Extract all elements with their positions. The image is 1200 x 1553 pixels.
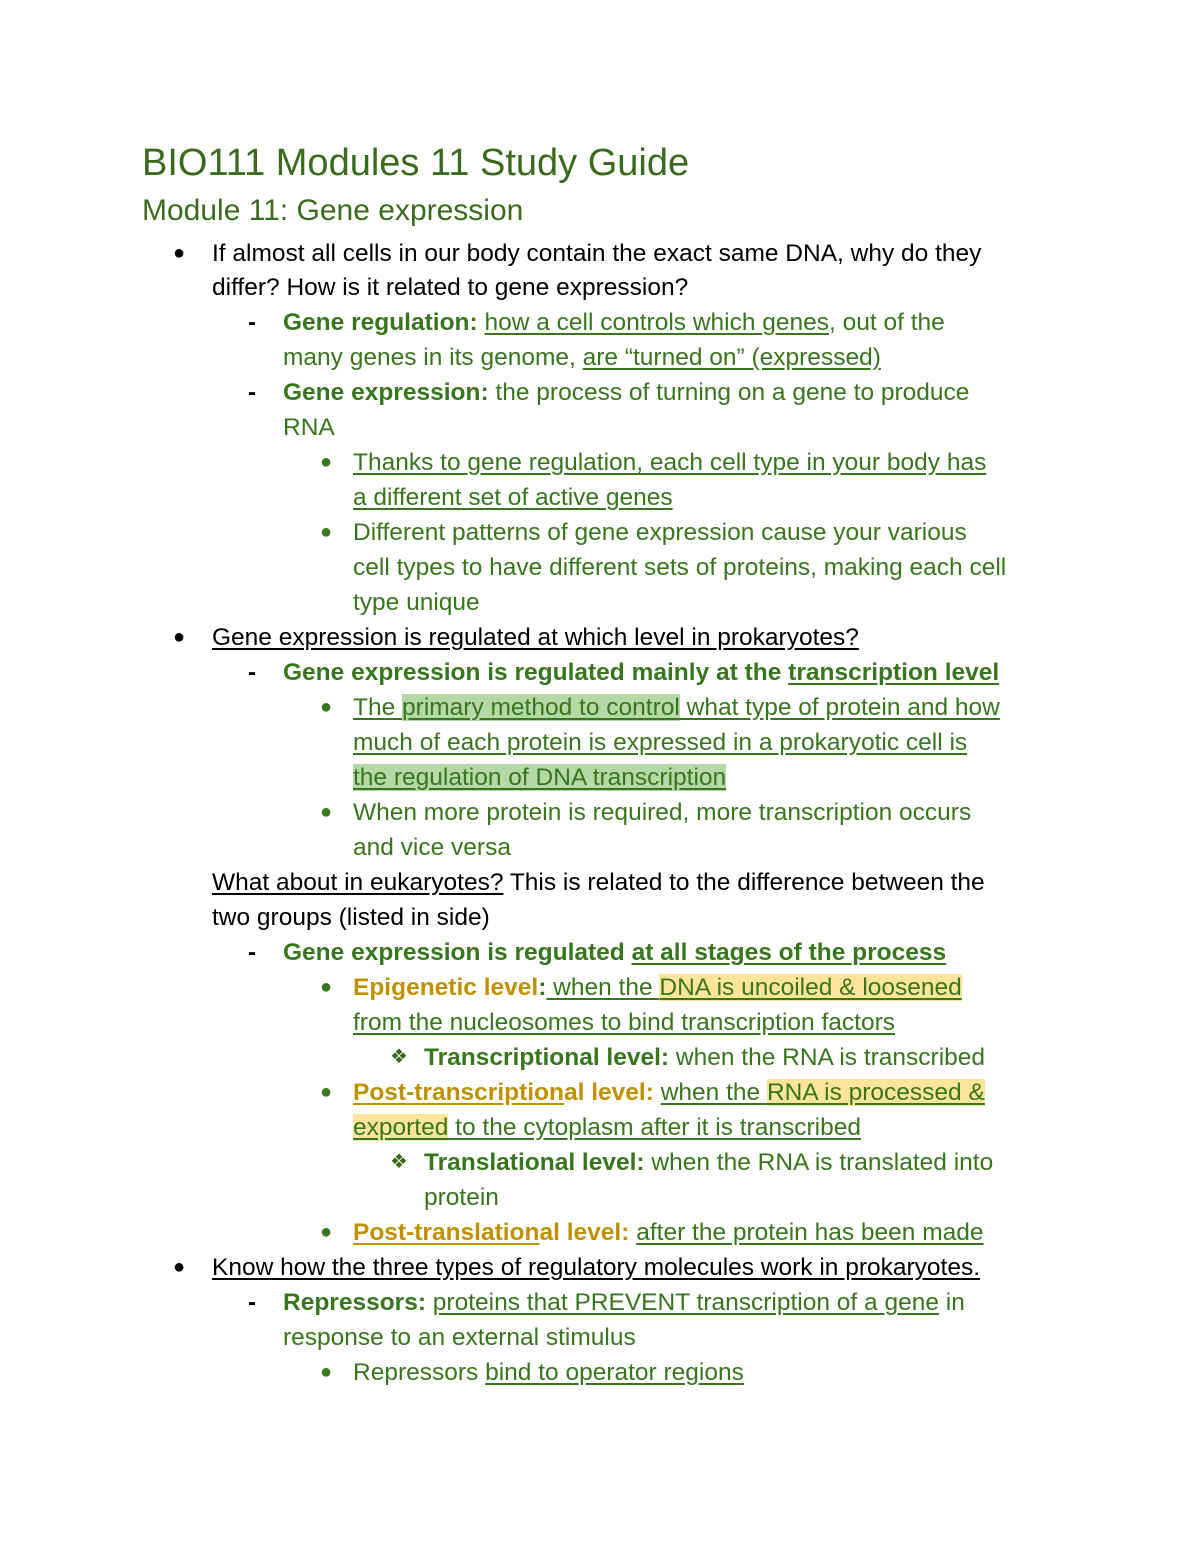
- bullet-icon: ●: [173, 1256, 186, 1278]
- primary-method-highlight: primary method to control: [402, 694, 680, 721]
- eukaryote-regulation-line: [283, 935, 946, 970]
- more-protein-line-2: and vice versa: [353, 834, 511, 861]
- transcriptional-level-definition: when the RNA is transcribed: [669, 1044, 986, 1071]
- post-transcriptional-line-2: [353, 1110, 861, 1145]
- thanks-line-2: a different set of active genes: [353, 484, 673, 511]
- repressors-term: Repressors:: [283, 1289, 426, 1316]
- bullet-icon: ●: [320, 1361, 333, 1383]
- post-transcriptional-when-the: when the: [660, 1079, 767, 1106]
- gene-regulation-line-1: [283, 305, 945, 340]
- gene-regulation-genome-text: many genes in its genome,: [283, 344, 583, 371]
- patterns-line-2: cell types to have different sets of proteins, making each cell: [353, 554, 1007, 581]
- translational-level-line-1: [424, 1145, 993, 1180]
- primary-method-line-3: [353, 760, 726, 795]
- primary-method-line-1: [353, 690, 1000, 725]
- eukaryote-regulation-lead: Gene expression is regulated: [283, 939, 632, 966]
- dash-marker: -: [248, 379, 256, 406]
- gene-expression-line-1: [283, 375, 969, 410]
- eukaryotes-line-1: [212, 865, 985, 900]
- question-3: Know how the three types of regulatory molecules work in prokaryotes.: [212, 1254, 981, 1281]
- eukaryotes-line-2: two groups (listed in side): [212, 904, 490, 931]
- repressors-line-1: [283, 1285, 965, 1320]
- transcription-level-text: transcription level: [788, 659, 1000, 686]
- bullet-icon: ●: [320, 801, 333, 823]
- bullet-icon: ●: [320, 521, 333, 543]
- bullet-icon: ●: [173, 626, 186, 648]
- post-transcriptional-line-1: [353, 1075, 985, 1110]
- gene-expression-definition: the process of turning on a gene to produce: [488, 379, 970, 406]
- transcriptional-level-line: [424, 1040, 985, 1075]
- exported-highlight: exported: [353, 1114, 449, 1141]
- repressors-bind-prefix: Repressors: [353, 1359, 486, 1386]
- translational-level-definition: when the RNA is translated into: [644, 1149, 994, 1176]
- bullet-icon: ●: [320, 976, 333, 998]
- post-transcriptional-term: Post-transcription: [353, 1079, 564, 1106]
- dna-uncoiled-highlight: DNA is uncoiled & loosened: [659, 974, 962, 1001]
- repressors-bind-line: [353, 1355, 744, 1390]
- epigenetic-line-1: [353, 970, 962, 1005]
- gene-expression-line-2: RNA: [283, 414, 335, 441]
- repressors-line-2: response to an external stimulus: [283, 1324, 636, 1351]
- post-translational-line: [353, 1215, 984, 1250]
- question-1-line-2: differ? How is it related to gene expression?: [212, 274, 689, 301]
- eukaryotes-question: What about in eukaryotes?: [212, 869, 504, 896]
- dash-marker: -: [248, 309, 256, 336]
- gene-regulation-definition: how a cell controls which genes: [484, 309, 830, 336]
- gene-regulation-term: Gene regulation:: [283, 309, 478, 336]
- translational-level-term: Translational level:: [424, 1149, 645, 1176]
- question-1-line-1: If almost all cells in our body contain the exact same DNA, why do they: [212, 240, 982, 267]
- post-translational-definition: after the protein has been made: [636, 1219, 984, 1246]
- repressors-definition-rest: in: [938, 1289, 965, 1316]
- post-transcriptional-term-rest: al level:: [564, 1079, 654, 1106]
- eukaryotes-rest: This is related to the difference between the: [503, 869, 985, 896]
- module-heading: Module 11: Gene expression: [142, 194, 524, 227]
- more-protein-line-1: When more protein is required, more transcription occurs: [353, 799, 972, 826]
- bullet-icon: ●: [320, 451, 333, 473]
- prokaryote-regulation-line: [283, 655, 999, 690]
- bullet-icon: ●: [320, 696, 333, 718]
- gene-expression-term: Gene expression:: [283, 379, 489, 406]
- dash-marker: -: [248, 659, 256, 686]
- gene-regulation-line-2: [283, 340, 881, 375]
- post-transcriptional-space: [654, 1079, 661, 1106]
- diamond-bullet-icon: ❖: [390, 1046, 408, 1068]
- epigenetic-colon: :: [538, 974, 547, 1001]
- document-title: BIO111 Modules 11 Study Guide: [142, 142, 690, 184]
- rna-processed-highlight: RNA is processed &: [766, 1079, 985, 1106]
- primary-method-prefix: The: [353, 694, 403, 721]
- primary-method-line-2: much of each protein is expressed in a prokaryotic cell is: [353, 729, 968, 756]
- bullet-icon: ●: [320, 1221, 333, 1243]
- primary-method-suffix: what type of protein and how: [679, 694, 1000, 721]
- thanks-line-1: Thanks to gene regulation, each cell type in your body has: [353, 449, 987, 476]
- bullet-icon: ●: [173, 242, 186, 264]
- gene-regulation-definition-rest: , out of the: [829, 309, 945, 336]
- dash-marker: -: [248, 1289, 256, 1316]
- to-cytoplasm-text: to the cytoplasm after it is transcribed: [448, 1114, 861, 1141]
- question-2: Gene expression is regulated at which level in prokaryotes?: [212, 624, 859, 651]
- diamond-bullet-icon: ❖: [390, 1151, 408, 1173]
- repressors-definition: proteins that PREVENT transcription of a gene: [432, 1289, 939, 1316]
- dna-transcription-highlight: the regulation of DNA transcription: [353, 764, 727, 791]
- bullet-icon: ●: [320, 1081, 333, 1103]
- turned-on-text: are “turned on” (expressed): [582, 344, 881, 371]
- operator-regions-text: bind to operator regions: [485, 1359, 744, 1386]
- epigenetic-when-the: when the: [546, 974, 660, 1001]
- prokaryote-regulation-lead: Gene expression is regulated mainly at the: [283, 659, 789, 686]
- transcriptional-level-term: Transcriptional level:: [424, 1044, 670, 1071]
- post-translational-term: Post-translation: [353, 1219, 540, 1246]
- dash-marker: -: [248, 939, 256, 966]
- patterns-line-1: Different patterns of gene expression cause your various: [353, 519, 967, 546]
- all-stages-text: at all stages of the process: [631, 939, 947, 966]
- epigenetic-line-2: from the nucleosomes to bind transcription factors: [353, 1009, 895, 1036]
- patterns-line-3: type unique: [353, 589, 480, 616]
- post-translational-term-rest: al level:: [539, 1219, 630, 1246]
- epigenetic-term: Epigenetic level: [353, 974, 539, 1001]
- translational-level-line-2: protein: [424, 1184, 499, 1211]
